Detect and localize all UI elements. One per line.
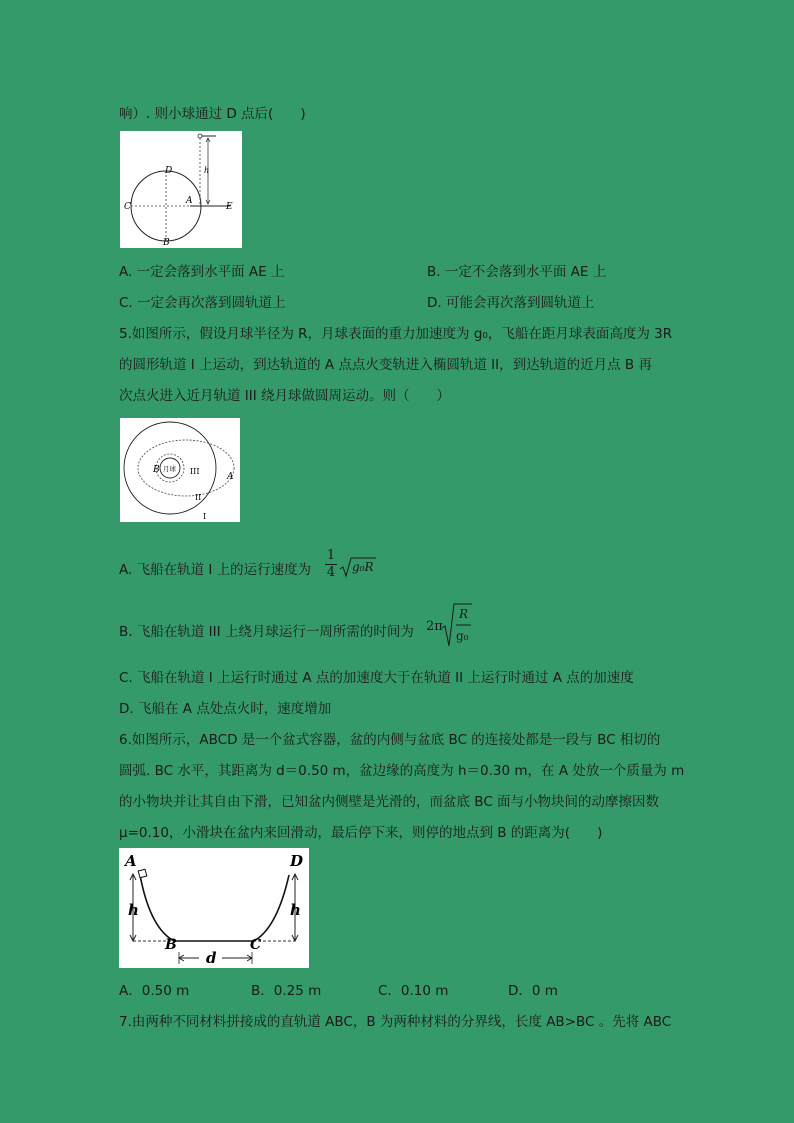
q4-label-e: E <box>226 202 233 212</box>
q5-option-b-den: g₀ <box>456 629 469 643</box>
q5-label-ii: II <box>195 493 202 502</box>
q4-label-b: B <box>163 238 170 248</box>
q6-option-b: B．0.25 m <box>251 983 322 999</box>
q4-label-h: h <box>204 166 210 175</box>
q6-label-d: D <box>290 852 304 870</box>
q6-label-b: B <box>165 937 177 953</box>
q5-option-d: D. 飞船在 A 点处点火时，速度增加 <box>119 701 332 717</box>
q5-option-b-text: B. 飞船在轨道 III 上绕月球运行一周所需的时间为 <box>119 624 414 640</box>
q4-figure <box>120 131 242 248</box>
q6-label-h-left: h <box>128 901 139 919</box>
q4-label-d: D <box>165 166 173 176</box>
q5-line-2: 的圆形轨道 I 上运动，到达轨道的 A 点点火变轨进入椭圆轨道 II，到达轨道的近月点 B 再 <box>119 357 652 373</box>
q5-option-a-frac-num: 1 <box>326 548 336 563</box>
q6-line-3: 的小物块并让其自由下滑，已知盆内侧壁是光滑的，而盆底 BC 面与小物块间的动摩擦因数 <box>119 794 660 810</box>
q6-line-1: 6.如图所示，ABCD 是一个盆式容器，盆的内侧与盆底 BC 的连接处都是一段与 BC 相切的 <box>119 732 661 748</box>
q6-line-4: μ=0.10，小滑块在盆内来回滑动，最后停下来，则停的地点到 B 的距离为( ) <box>119 825 603 841</box>
q6-figure <box>119 848 309 968</box>
q5-option-a-frac-den: 4 <box>326 565 336 580</box>
q5-line-3: 次点火进入近月轨道 III 绕月球做圆周运动。则（ ） <box>119 388 451 404</box>
q5-label-moon: 月球 <box>163 465 176 473</box>
q4-option-a: A. 一定会落到水平面 AE 上 <box>119 264 285 280</box>
q5-option-a-sqrt-content: g₀R <box>352 560 374 574</box>
q4-label-c: C <box>124 202 131 212</box>
q5-option-a-fraction <box>325 548 337 581</box>
q6-option-d: D．0 m <box>508 983 558 999</box>
q6-option-c: C．0.10 m <box>378 983 449 999</box>
q5-label-i: I <box>203 512 207 521</box>
q5-option-a-text: A. 飞船在轨道 I 上的运行速度为 <box>119 562 312 578</box>
q5-option-b-coef: 2π <box>426 619 443 634</box>
q7-line-1: 7.由两种不同材料拼接成的直轨道 ABC，B 为两种材料的分界线，长度 AB>BC 。先将 ABC <box>119 1014 672 1030</box>
q5-line-1: 5.如图所示，假设月球半径为 R，月球表面的重力加速度为 g₀，飞船在距月球表面高度为 3R <box>119 326 673 342</box>
q5-option-c: C. 飞船在轨道 I 上运行时通过 A 点的加速度大于在轨道 II 上运行时通过 A 点的加速度 <box>119 670 634 686</box>
q6-label-h-right: h <box>290 901 301 919</box>
q4-stem-tail: 响）. 则小球通过 D 点后( ) <box>119 106 306 122</box>
q5-figure <box>120 418 240 522</box>
q6-label-c: C <box>250 937 262 953</box>
q6-label-a: A <box>125 852 137 870</box>
q4-option-b: B. 一定不会落到水平面 AE 上 <box>427 264 607 280</box>
q4-label-a: A <box>186 196 193 206</box>
q5-option-b-sqrt <box>442 602 472 648</box>
q5-option-a-sqrt <box>340 556 376 578</box>
q5-label-b: B <box>153 465 160 475</box>
q5-label-iii: III <box>190 467 200 476</box>
q4-option-d: D. 可能会再次落到圆轨道上 <box>427 295 595 311</box>
q4-option-c: C. 一定会再次落到圆轨道上 <box>119 295 286 311</box>
q6-option-a: A．0.50 m <box>119 983 190 999</box>
q6-label-d-dist: d <box>206 949 217 967</box>
q5-label-a: A <box>227 472 234 482</box>
q6-line-2: 圆弧. BC 水平，其距离为 d＝0.50 m，盆边缘的高度为 h＝0.30 m，在 A 处放一个质量为 m <box>119 763 685 779</box>
q5-option-b-num: R <box>459 607 469 621</box>
